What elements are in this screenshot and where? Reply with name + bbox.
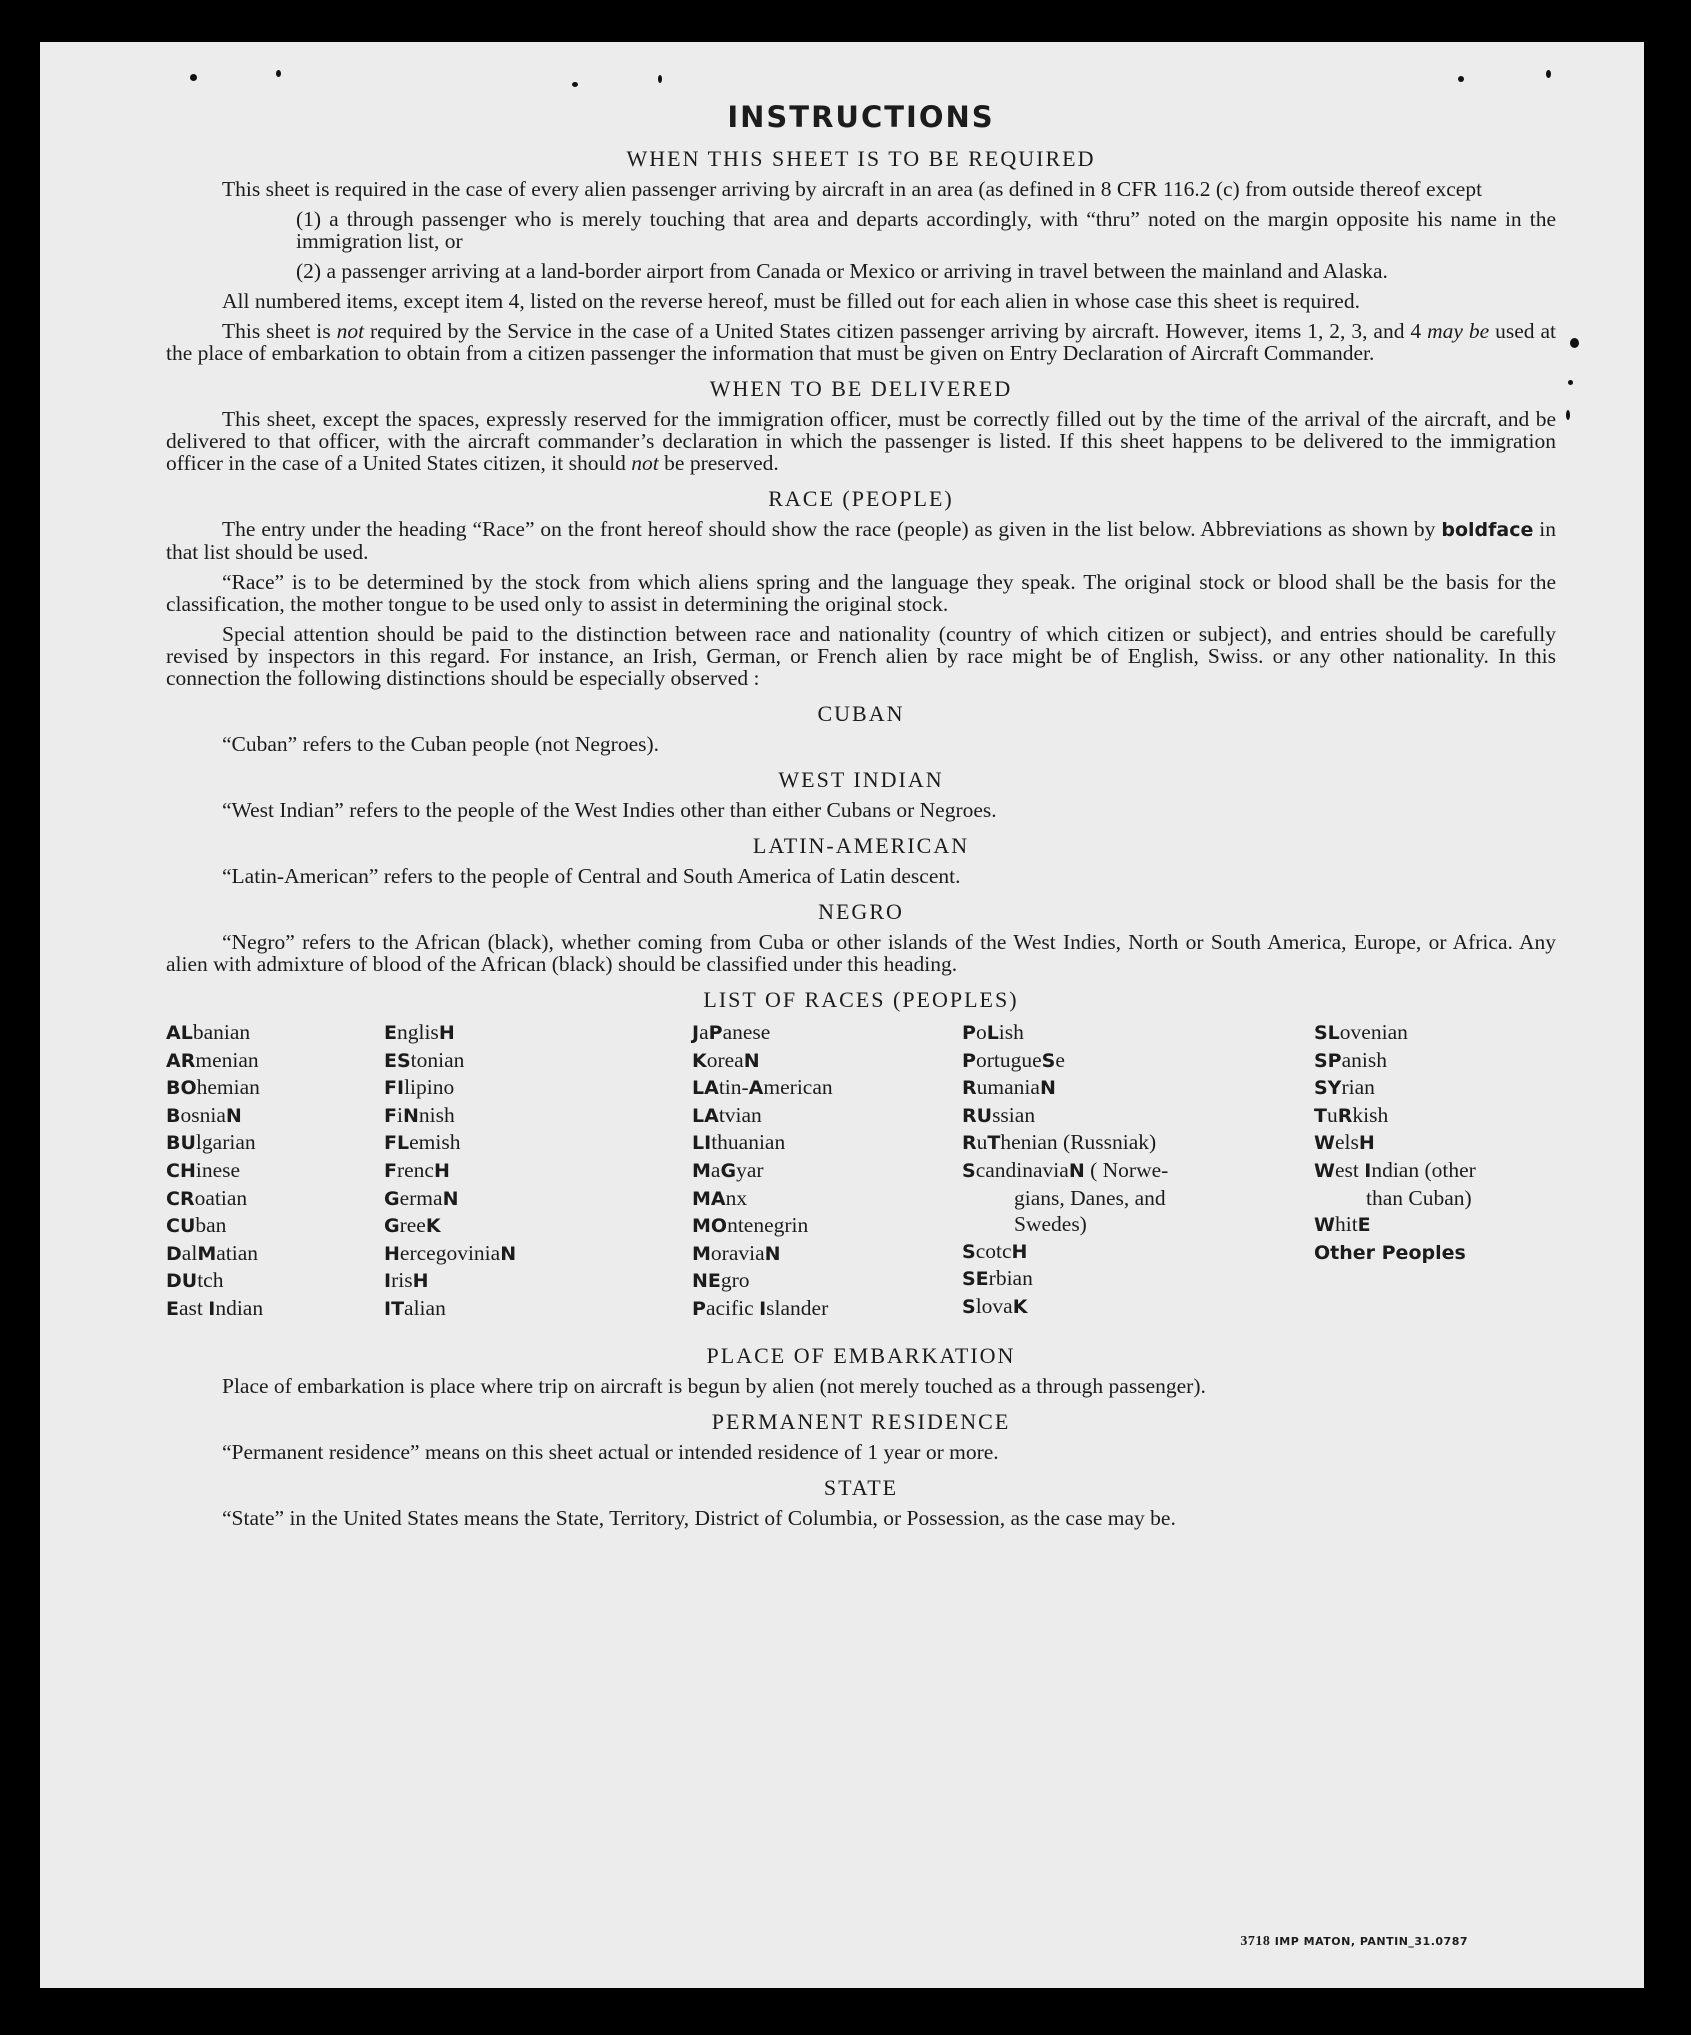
race-text: i [396,1102,403,1127]
text-run: be preserved. [658,451,779,475]
race-abbreviation: W [1314,1214,1335,1237]
race-entry [692,1157,833,1185]
race-text: ban [195,1213,227,1238]
exception-item-1: (1) a through passenger who is merely touching that area and departs accordingly, with “thru” noted on the margin opposite his name in the immigration list, or [296,207,1556,253]
race-abbreviation: H [1358,1132,1375,1155]
race-text: lova [975,1293,1013,1318]
race-text: ish [998,1020,1024,1044]
race-abbreviation: S [1041,1049,1056,1072]
text-run: in that list should be used. [166,517,1556,564]
race-entry [1314,1211,1476,1239]
race-entry [692,1074,833,1102]
race-entry [384,1047,516,1075]
race-entry [962,1265,1168,1293]
paragraph-negro: “Negro” refers to the African (black), whether coming from Cuba or other islands of the West Indies, North or South America, Europe, or Africa. Any alien with admixture of blood of the African (black) should be classified under this heading. [166,930,1556,976]
race-abbreviation: M [197,1242,217,1265]
paragraph-embarkation: Place of embarkation is place where trip on aircraft is begun by alien (not merely touched as a through passenger). [222,1374,1206,1398]
paragraph-delivered [166,408,1556,474]
race-abbreviation: J [692,1022,700,1044]
race-text: ( Norwe- [1084,1157,1169,1182]
race-entry [962,1047,1168,1075]
race-text: est [1334,1157,1365,1182]
race-entry [384,1129,516,1157]
race-abbreviation: T [987,1132,1001,1155]
paragraph-race-nationality: Special attention should be paid to the distinction between race and nationality (country of which citizen or subject), and entries should be carefully revised by inspectors in this regard. For instance, an Irish, German, or French alien by race might be of English, Swiss. or any other nationality. In this connection the following distinctions should be especially observed : [166,622,1556,690]
race-entry [166,1267,263,1295]
paragraph-numbered-items: All numbered items, except item 4, listed on the reverse hereof, must be filled out for each alien in whose case this sheet is required. [222,289,1360,313]
text-run: This sheet, except the spaces, expressly reserved for the immigration officer, must be correctly filled out by the time of the arrival of the aircraft, and be delivered to that officer, with the aircraft commander’s declaration in which the passenger is listed. If this sheet happens to be delivered to the immigration officer in the case of a United States citizen, it should [166,407,1556,475]
section-heading-latin-american: LATIN-AMERICAN [752,833,970,858]
race-text: orea [706,1047,744,1072]
race-text: renc [396,1157,434,1182]
paragraph-latin-american: “Latin-American” refers to the people of Central and South America of Latin descent. [222,864,961,888]
race-text: ast [178,1295,209,1320]
race-entry [962,1185,1168,1212]
race-entry [692,1129,833,1157]
race-abbreviation: FL [384,1132,410,1155]
race-text: ris [391,1268,413,1293]
race-text: erma [399,1185,443,1210]
race-text: anish [1341,1047,1387,1072]
race-abbreviation: N [764,1242,781,1265]
race-entry [692,1019,833,1047]
race-entry [962,1238,1168,1266]
race-abbreviation: LI [692,1132,712,1155]
race-abbreviation: W [1314,1132,1335,1155]
paragraph-state: “State” in the United States means the State, Territory, District of Columbia, or Possession, as the case may be. [222,1506,1176,1530]
race-text: tonian [410,1047,465,1072]
race-entry [692,1047,833,1075]
race-abbreviation: H [412,1270,429,1293]
race-text: banian [192,1020,251,1044]
page-title: INSTRUCTIONS [727,100,995,134]
race-abbreviation: AL [166,1022,193,1044]
race-text: henian (Russniak) [1000,1130,1157,1155]
race-text: than Cuban) [1366,1185,1472,1210]
race-entry [962,1102,1168,1130]
race-entry [166,1074,263,1102]
race-entry [1314,1239,1476,1267]
race-abbreviation: K [425,1215,441,1238]
race-text: ortugue [975,1047,1042,1072]
section-heading-negro: NEGRO [818,899,904,924]
race-abbreviation: M [692,1159,711,1182]
scan-speck [572,82,578,87]
race-text: tin- [718,1075,749,1100]
paragraph-residence: “Permanent residence” means on this sheet actual or intended residence of 1 year or more. [222,1440,999,1464]
race-text: ssian [992,1102,1036,1127]
race-text: nglis [396,1020,439,1044]
race-abbreviation: H [384,1242,400,1265]
race-column-5 [1314,1019,1476,1266]
text-run: required by the Service in the case of a United States citizen passenger arriving by aircraft. However, items 1, 2, 3, and 4 [364,319,1428,343]
text-run: used at the place of embarkation to obtain from a citizen passenger the information that must be given on Entry Declaration of Aircraft Commander. [166,319,1556,365]
race-text: yar [736,1157,764,1182]
race-text: ree [399,1213,426,1238]
race-abbreviation: L [986,1022,999,1044]
race-text: ndian [215,1295,264,1320]
race-text: ndian (other [1371,1157,1476,1182]
race-text: rbian [988,1266,1033,1291]
race-text: alian [404,1295,446,1320]
race-entry [962,1129,1168,1157]
race-text: tch [197,1268,224,1293]
section-heading-embarkation: PLACE OF EMBARKATION [706,1343,1016,1368]
race-abbreviation: N [442,1187,459,1210]
race-abbreviation: F [384,1159,397,1182]
race-text: e [1055,1047,1065,1072]
race-text: nish [418,1102,455,1127]
race-abbreviation: M [692,1242,711,1265]
race-entry [166,1295,263,1323]
race-abbreviation: I [384,1270,392,1293]
race-entry [384,1267,516,1295]
scan-speck [1566,410,1570,420]
race-abbreviation: S [962,1295,976,1318]
race-abbreviation: N [1068,1159,1085,1182]
section-heading-list-of-races: LIST OF RACES (PEOPLES) [703,987,1019,1012]
race-entry [1314,1157,1476,1185]
race-entry [692,1185,833,1213]
race-abbreviation: LA [692,1077,719,1100]
race-column-1 [166,1019,263,1323]
race-abbreviation: H [1011,1240,1028,1263]
race-entry [1314,1074,1476,1102]
race-abbreviation: N [1039,1077,1056,1100]
race-abbreviation: CH [166,1159,196,1182]
race-abbreviation: DU [166,1270,198,1293]
race-abbreviation: H [433,1159,450,1182]
race-text: emish [409,1130,461,1155]
printer-imprint [1240,1934,1468,1950]
race-abbreviation: N [402,1104,419,1127]
race-abbreviation: S [962,1240,976,1263]
race-text: rian [1341,1075,1375,1100]
race-text: al [181,1240,198,1265]
imprint-text: IMP MATON, PANTIN_31.0787 [1274,1935,1468,1948]
race-abbreviation: S [962,1159,976,1182]
race-abbreviation: FI [384,1077,405,1100]
race-text: inese [195,1157,241,1182]
text-run: This sheet is [222,319,337,343]
race-entry [166,1212,263,1240]
race-entry [166,1240,263,1268]
race-entry [962,1019,1168,1047]
race-text: gians, Danes, and [1014,1185,1166,1210]
race-entry [962,1074,1168,1102]
race-abbreviation: D [166,1242,182,1265]
race-entry [166,1019,263,1047]
italic-run: may be [1427,319,1490,343]
race-abbreviation: MA [692,1187,726,1210]
race-entry [962,1157,1168,1185]
race-entry [692,1267,833,1295]
race-entry [1314,1019,1476,1047]
italic-run: not [631,451,659,475]
race-column-4 [962,1019,1168,1321]
section-heading-race: RACE (PEOPLE) [768,486,954,511]
paragraph-race-stock: “Race” is to be determined by the stock from which aliens spring and the language they speak. The original stock or blood shall be the basis for the classification, the mother tongue to be used only to assist in determining the original stock. [166,570,1556,616]
race-text: slander [766,1295,829,1320]
paragraph-race-entry [166,518,1556,563]
race-abbreviation: SP [1314,1049,1342,1072]
race-abbreviation: G [384,1215,400,1238]
section-heading-residence: PERMANENT RESIDENCE [711,1409,1011,1434]
race-entry [166,1102,263,1130]
race-abbreviation: CU [166,1215,196,1238]
race-text: anese [722,1020,771,1044]
race-abbreviation: G [720,1159,737,1182]
section-heading-state: STATE [823,1475,899,1500]
section-heading-west-indian: WEST INDIAN [778,767,944,792]
race-abbreviation: P [962,1022,976,1044]
race-abbreviation: N [743,1049,760,1072]
race-abbreviation: P [962,1049,976,1072]
race-text: u [1326,1102,1338,1127]
race-text: o [975,1020,987,1044]
race-text: els [1334,1130,1359,1155]
race-text: osnia [180,1102,226,1127]
race-text: oatian [194,1185,248,1210]
race-entry [384,1019,516,1047]
race-entry [1314,1102,1476,1130]
race-text: hit [1334,1212,1358,1237]
race-text: tvian [718,1102,762,1127]
race-text: umania [976,1075,1040,1100]
race-entry [692,1102,833,1130]
section-heading-delivered: WHEN TO BE DELIVERED [709,376,1013,401]
race-abbreviation: E [1357,1214,1371,1237]
scan-speck [1458,76,1464,82]
race-abbreviation: R [1337,1104,1353,1127]
race-abbreviation: P [708,1022,723,1044]
race-abbreviation: MO [692,1215,728,1238]
race-abbreviation: G [384,1187,400,1210]
race-text: gro [720,1268,750,1293]
race-text: a [710,1157,721,1182]
race-text: atian [216,1240,259,1265]
section-heading-cuban: CUBAN [817,701,905,726]
race-text: kish [1352,1102,1389,1127]
scan-speck [276,70,281,77]
race-text: nx [725,1185,748,1210]
race-column-2 [384,1019,516,1323]
race-abbreviation: BO [166,1077,197,1100]
race-abbreviation: T [1314,1104,1327,1127]
race-abbreviation: P [692,1297,706,1320]
race-entry [166,1185,263,1213]
section-heading-required: WHEN THIS SHEET IS TO BE REQUIRED [626,146,1096,171]
race-text: acific [705,1295,760,1320]
race-abbreviation: W [1314,1159,1335,1182]
race-abbreviation: BU [166,1132,196,1155]
race-entry [166,1047,263,1075]
race-text: a [699,1020,709,1044]
race-text: ercegovinia [399,1240,501,1265]
race-abbreviation: E [384,1022,397,1044]
race-entry [1314,1129,1476,1157]
exception-item-2: (2) a passenger arriving at a land-border airport from Canada or Mexico or arriving in travel between the mainland and Alaska. [296,259,1388,283]
race-abbreviation: E [166,1297,179,1320]
scan-speck [1546,70,1551,78]
race-entry [692,1212,833,1240]
race-abbreviation: K [692,1049,707,1072]
race-entry [962,1211,1168,1238]
race-abbreviation: AR [166,1049,196,1072]
race-entry [1314,1047,1476,1075]
race-entry [384,1185,516,1213]
scan-speck [658,75,662,83]
race-entry [692,1240,833,1268]
race-text: Swedes) [1014,1212,1087,1237]
race-abbreviation: I [1364,1159,1372,1182]
race-abbreviation: R [962,1077,977,1100]
race-abbreviation: RU [962,1104,993,1127]
race-text: ovenian [1339,1020,1408,1044]
race-text: u [976,1130,988,1155]
race-entry [384,1295,516,1323]
bold-run: boldface [1441,519,1534,541]
race-text: menian [195,1047,259,1072]
form-number: 3718 [1240,1934,1271,1949]
scan-speck [190,74,197,81]
scan-speck [1568,380,1573,385]
race-abbreviation: K [1012,1295,1028,1318]
paragraph-west-indian: “West Indian” refers to the people of the West Indies other than either Cubans or Negroes. [222,798,997,822]
race-abbreviation: F [384,1104,397,1127]
race-text: hemian [196,1075,260,1100]
race-text: candinavia [975,1157,1069,1182]
race-abbreviation: CR [166,1187,195,1210]
race-text: lgarian [195,1130,256,1155]
race-entry [1314,1185,1476,1212]
race-column-3 [692,1019,833,1323]
race-text: thuanian [711,1130,786,1155]
text-run: The entry under the heading “Race” on the front hereof should show the race (people) as given in the list below. Abbreviations as shown by [222,517,1442,541]
race-abbreviation: H [438,1022,455,1044]
race-entry [384,1074,516,1102]
race-abbreviation: B [166,1104,181,1127]
race-abbreviation: SE [962,1268,989,1291]
document-page [40,42,1644,1988]
race-abbreviation: SL [1314,1022,1340,1044]
race-abbreviation: N [225,1104,242,1127]
italic-run: not [336,319,365,343]
race-abbreviation: R [962,1132,977,1155]
race-entry [384,1212,516,1240]
race-abbreviation: SY [1314,1077,1342,1100]
race-abbreviation: N [500,1242,517,1265]
race-entry [384,1240,516,1268]
paragraph-citizen [166,320,1556,364]
race-abbreviation: IT [384,1297,405,1320]
race-abbreviation: I [208,1297,216,1320]
race-text: merican [763,1075,833,1100]
race-abbreviation: ES [384,1049,411,1072]
race-entry [384,1157,516,1185]
race-list [166,1019,1556,1331]
race-abbreviation: LA [692,1104,719,1127]
race-text: lipino [404,1075,455,1100]
scan-speck [1570,338,1579,348]
instructions-body [166,100,1556,1537]
paragraph-required: This sheet is required in the case of every alien passenger arriving by aircraft in an area (as defined in 8 CFR 116.2 (c) from outside thereof except [222,177,1483,201]
race-entry [384,1102,516,1130]
race-entry [692,1295,833,1323]
race-abbreviation: A [748,1077,764,1100]
race-entry [166,1157,263,1185]
race-text: oravia [710,1240,765,1265]
race-entry [166,1129,263,1157]
race-abbreviation: I [759,1297,767,1320]
race-text: ntenegrin [727,1213,809,1238]
race-entry [962,1293,1168,1321]
paragraph-cuban: “Cuban” refers to the Cuban people (not Negroes). [222,732,660,756]
race-text: cotc [975,1238,1012,1263]
race-abbreviation: Other Peoples [1314,1241,1466,1264]
race-abbreviation: NE [692,1270,721,1293]
